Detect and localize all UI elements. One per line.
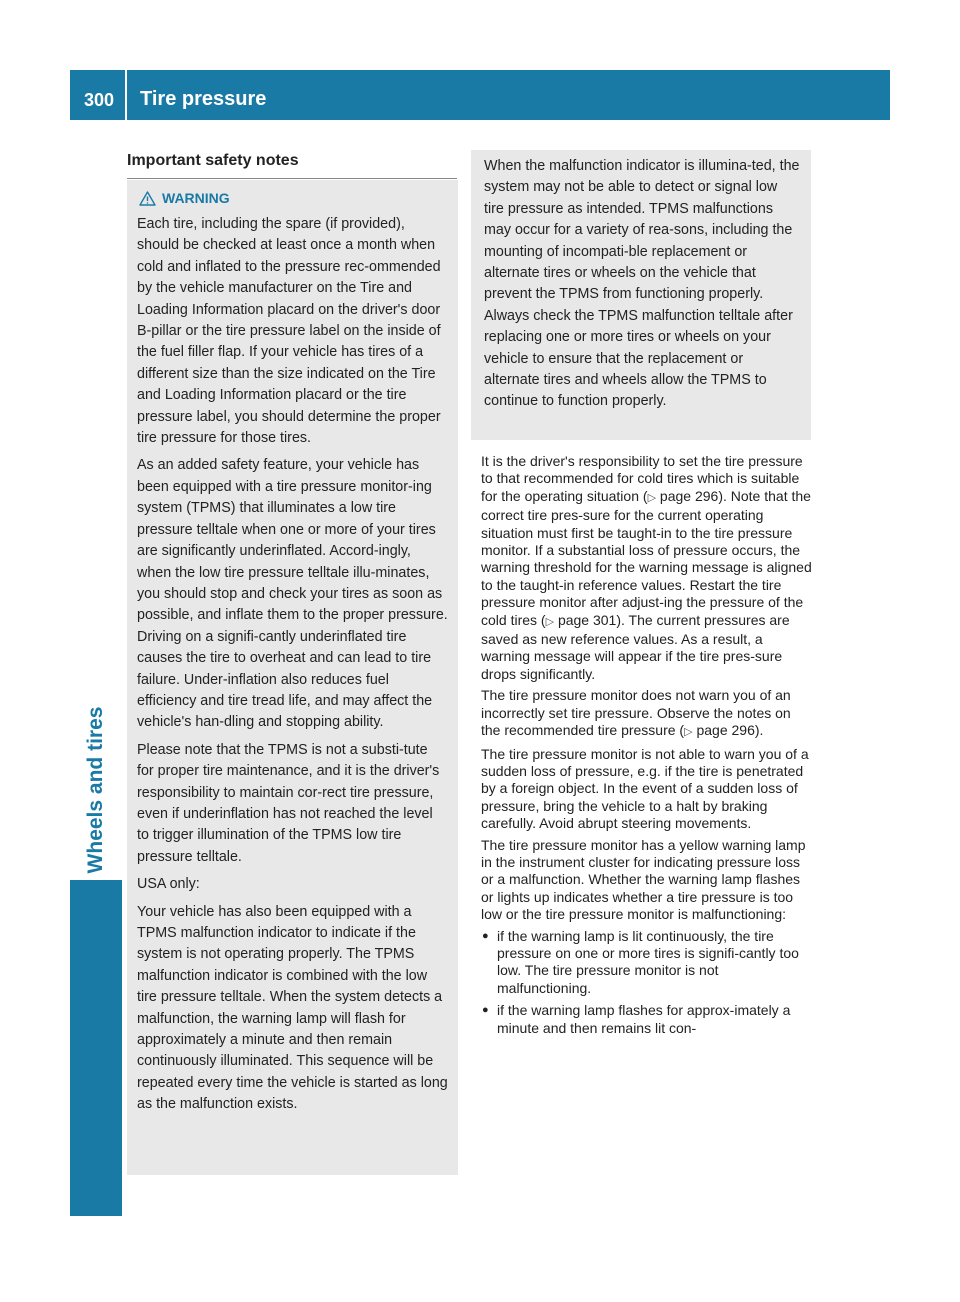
body-paragraph: It is the driver's responsibility to set the tire pressure to that recommended for cold tires which is suitable for the operating situation (▷ page 296). Note that the correct tire pres-sure for the current operating situation must first be taught-in to the tire pressure monitor. If a substantial loss of pressure occurs, the warning threshold for the warning message is aligned to the taught-in reference values. Restart the tire pressure monitor after adjust-ing the pressure of the cold tires (▷ page 301). The current pressures are saved as new reference values. As a result, a warning message will appear if the tire pres-sure drops significantly. <box>481 453 812 682</box>
warning-paragraph: Each tire, including the spare (if provided), should be checked at least once a month when cold and inflated to the pressure rec-ommended by the vehicle manufacturer on the Tire and Loading Information placard on the driver's door B-pillar or the tire pressure label on the inside of the fuel filler flap. If your vehicle has tires of a different size than the size indicated on the Tire and Loading Information placard or the tire pressure label, you should determine the proper tire pressure for those tires. <box>137 216 441 447</box>
body-text-segment: The tire pressure monitor does not warn you of an incorrectly set tire pressure. Observe the notes on the recommended tire pressure <box>481 687 791 739</box>
page-reference-triangle-icon: ▷ <box>545 615 555 628</box>
warning-label: WARNING <box>162 190 230 206</box>
header-divider <box>125 70 127 120</box>
page-header <box>70 70 890 120</box>
section-heading: Important safety notes <box>127 152 457 179</box>
info-box-text: When the malfunction indicator is illumina-ted, the system may not be able to detect or signal low tire pressure as intended. TPMS malfunctions may occur for a variety of rea-sons, including the mounting of incompati-ble replacement or alternate tires or wheels on the vehicle that prevent the TPMS from functioning properly. Always check the TPMS malfunction telltale after replacing one or more tires or wheels on your vehicle to ensure that the replacement or alternate tires and wheels allow the TPMS to continue to function properly. <box>484 158 800 410</box>
body-text <box>481 453 813 1042</box>
list-item <box>481 1002 813 1037</box>
warning-paragraph: Please note that the TPMS is not a substi-tute for proper tire maintenance, and it is the driver's responsibility to maintain cor-rect tire pressure, even if underinflation has not reached the level to trigger illumination of the TPMS low tire pressure telltale. <box>137 741 440 865</box>
body-paragraph: The tire pressure monitor is not able to warn you of a sudden loss of pressure, e.g. if the tire is penetrated by a foreign object. In the event of a sudden loss of pressure, bring the vehicle to a halt by braking carefully. Avoid abrupt steering movements. <box>481 745 809 832</box>
list-item <box>481 928 813 998</box>
warning-triangle-icon <box>139 191 156 206</box>
page-reference-triangle-icon: ▷ <box>647 491 657 504</box>
body-text-segment: ). Note that the correct tire pres-sure for the current operating situation must first be taught-in to the tire pressure monitor. If a substantial loss of pressure occurs, the warning threshold for the warning message is aligned to the taught-in reference values. Restart the tire pressure monitor after adjust-ing the pressure of the cold tires <box>481 487 812 628</box>
bullet-R-icon: ● <box>482 1004 489 1017</box>
body-text-segment: ). The current pressures are saved as new reference values. As a result, a warning message will appear if the tire pres-sure drops significantly. <box>481 611 790 682</box>
chapter-tab-label: Wheels and tires <box>84 706 107 874</box>
warning-box <box>127 180 458 1175</box>
body-paragraph: The tire pressure monitor does not warn you of an incorrectly set tire pressure. Observe the notes on the recommended tire pressure (▷ page 296). <box>481 687 791 739</box>
list-item-text: if the warning lamp flashes for approx-imately a minute and then remains lit con- <box>497 1002 791 1036</box>
page-reference-link[interactable]: page 296 <box>659 487 719 504</box>
warning-title <box>139 190 448 206</box>
body-text-segment: It is the driver's responsibility to set the tire pressure to that recommended for cold tires which is suitable for the operating situation <box>481 453 803 504</box>
warning-paragraph: Your vehicle has also been equipped with a TPMS malfunction indicator to indicate if the system is not operating properly. The TPMS malfunction indicator is combined with the low tire pressure telltale. When the system detects a malfunction, the warning lamp will flash for approximately a minute and then remain continuously illuminated. This sequence will be repeated every time the vehicle is started as long as the malfunction exists. <box>137 903 448 1113</box>
bullet-list <box>481 928 813 1037</box>
info-box <box>471 150 811 440</box>
list-item-text: if the warning lamp is lit continuously, the tire pressure on one or more tires is signifi-cantly too low. The tire pressure monitor is not malfunctioning. <box>497 927 799 996</box>
body-paragraph: The tire pressure monitor has a yellow warning lamp in the instrument cluster for indicating pressure loss or a malfunction. Whether the warning lamp flashes or lights up indicates whether a tire pressure is too low or the tire pressure monitor is malfunctioning: <box>481 836 806 923</box>
warning-paragraph: As an added safety feature, your vehicle has been equipped with a tire pressure monitor-ing system (TPMS) that illuminates a low tire pressure telltale when one or more of your tires are significantly underinflated. Accord-ingly, when the low tire pressure telltale illu-minates, you should stop and check your tires as soon as possible, and inflate them to the proper pressure. Driving on a signifi-cantly underinflated tire causes the tire to overheat and can lead to tire failure. Under-inflation also reduces fuel efficiency and tire tread life, and may affect the vehicle's han-dling and stopping ability. <box>137 457 448 731</box>
chapter-marker-block <box>70 880 122 1216</box>
body-text-segment: ). <box>754 722 764 739</box>
page-reference-triangle-icon: ▷ <box>684 726 693 739</box>
page-reference-link[interactable]: page 296 <box>696 722 755 739</box>
page-number: 300 <box>84 90 115 110</box>
page-title: Tire pressure <box>140 88 267 110</box>
page-reference-link[interactable]: page 301 <box>557 611 617 628</box>
warning-paragraph: USA only: <box>137 876 200 893</box>
bullet-R-icon: ● <box>482 929 489 942</box>
